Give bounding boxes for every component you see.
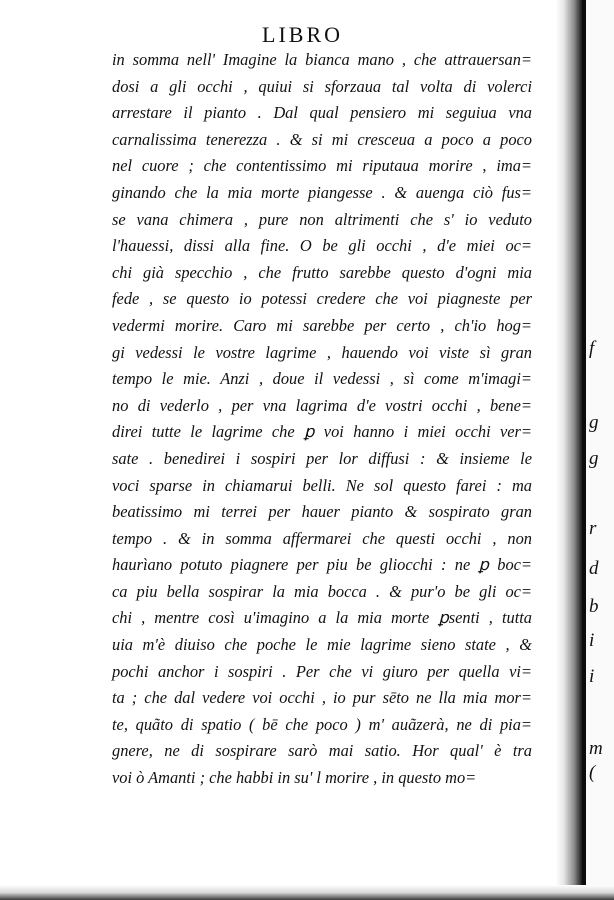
gutter-shadow: [556, 0, 582, 900]
text-line: chi , mentre così u'imagino a la mia morte ꝑsenti , tutta: [112, 608, 532, 628]
facing-page-edge: [586, 0, 614, 900]
text-line: sate . benedirei i sospiri per lor diffusi : & insieme le: [112, 448, 532, 468]
facing-glyph: g: [589, 448, 599, 469]
page-bottom-edge: [0, 885, 614, 900]
facing-glyph: g: [589, 412, 599, 433]
text-line: nel cuore ; che contentissimo mi riputaua morire , ima=: [112, 156, 532, 176]
text-line: haurìano potuto piagnere per piu be gliocchi : ne ꝑ boc=: [112, 555, 532, 575]
book-gutter: [556, 0, 614, 900]
text-line: gnere, ne di sospirare sarò mai satio. Hor qual' è tra: [112, 741, 532, 761]
text-line: uia m'è diuiso che poche le mie lagrime sieno state , &: [112, 635, 532, 655]
text-line: dosi a gli occhi , quiui si sforzaua tal volta di volerci: [112, 76, 532, 96]
text-line: l'hauessi, dissi alla fine. O be gli occhi , d'e miei oc=: [112, 236, 532, 256]
facing-glyph: (: [589, 762, 596, 783]
text-line: pochi anchor i sospiri . Per che vi giuro per quella vi=: [112, 661, 532, 681]
text-line: in somma nell' Imagine la bianca mano , che attrauersan=: [112, 50, 532, 69]
body-text: [112, 47, 532, 792]
text-line: arrestare il pianto . Dal qual pensiero mi seguiua vna: [112, 103, 532, 123]
text-line: ginando che la mia morte piangesse . & auenga ciò fus=: [112, 182, 532, 202]
text-line: vedermi morire. Caro mi sarebbe per certo , ch'io hog=: [112, 315, 532, 335]
text-line: voci sparse in chiamarui belli. Ne sol questo farei : ma: [112, 475, 532, 495]
facing-glyph: b: [589, 596, 599, 617]
text-line: te, quãto di spatio ( bē che poco ) m' auãzerà, ne di pia=: [112, 714, 532, 734]
text-line: ta ; che dal vedere voi occhi , io pur sēto ne lla mia mor=: [112, 688, 532, 708]
text-line: voi ò Amanti ; che habbi in su' l morire , in questo mo=: [112, 768, 477, 788]
text-line: fede , se questo io potessi credere che voi piagneste per: [112, 289, 532, 309]
text-line: beatissimo mi terrei per hauer pianto & sospirato gran: [112, 502, 532, 522]
text-line: direi tutte le lagrime che ꝑ voi hanno i miei occhi ver=: [112, 422, 532, 442]
facing-glyph: r: [589, 518, 597, 539]
running-head: LIBRO: [262, 22, 343, 47]
facing-glyph: i: [589, 630, 595, 651]
text-line: carnalissima tenerezza . & si mi cresceua a poco a poco: [112, 129, 532, 149]
text-line: tempo le mie. Anzi , doue il vedessi , sì come m'imagi=: [112, 369, 532, 389]
text-line: se vana chimera , pure non altrimenti che s' io veduto: [112, 209, 532, 229]
text-line: gi vedessi le vostre lagrime , hauendo voi viste sì gran: [112, 342, 532, 362]
text-line: no di vederlo , per vna lagrima d'e vostri occhi , bene=: [112, 395, 532, 415]
facing-glyph: d: [589, 558, 599, 579]
text-line: chi già specchio , che frutto sarebbe questo d'ogni mia: [112, 262, 532, 282]
facing-glyph: f: [589, 338, 595, 359]
facing-glyph: i: [589, 666, 595, 687]
facing-glyph: m: [589, 738, 603, 759]
text-line: tempo . & in somma affermarei che questi occhi , non: [112, 528, 532, 548]
text-line: ca piu bella sospirar la mia bocca . & pur'o be gli oc=: [112, 581, 532, 601]
